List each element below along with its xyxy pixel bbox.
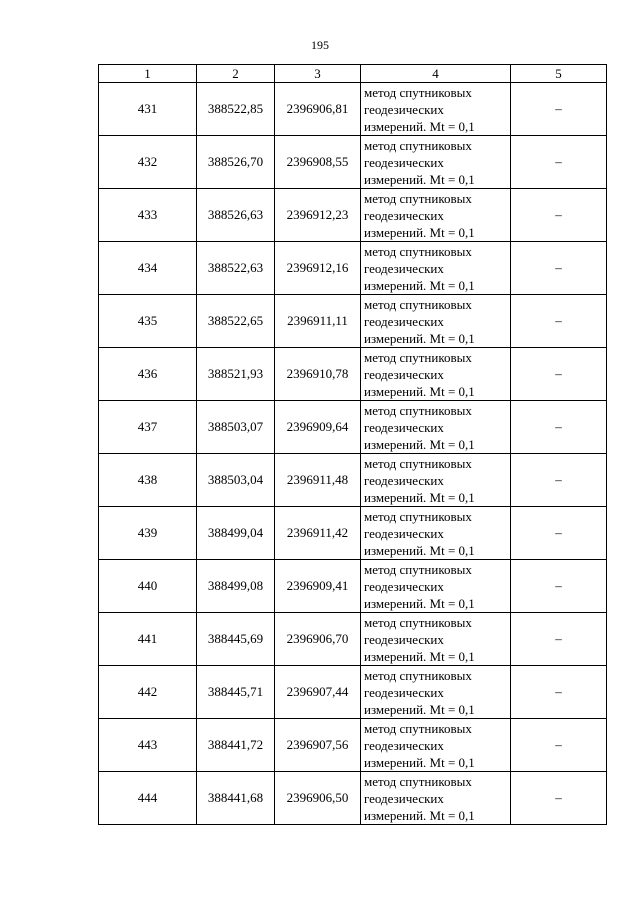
method-line: геодезических: [364, 313, 444, 329]
y-coordinate-cell: 2396910,78: [275, 348, 361, 401]
note-cell: –: [511, 507, 607, 560]
table-row: [99, 613, 607, 666]
method-line: измерений. Mt = 0,1: [364, 701, 475, 717]
y-coordinate-cell: 2396911,48: [275, 454, 361, 507]
note-cell: –: [511, 295, 607, 348]
method-line: измерений. Mt = 0,1: [364, 595, 475, 611]
x-coordinate-cell: 388522,85: [197, 83, 275, 136]
point-number-cell: 440: [99, 560, 197, 613]
method-line: геодезических: [364, 790, 444, 806]
header-row: [99, 65, 607, 83]
y-coordinate-cell: 2396912,16: [275, 242, 361, 295]
table-row: [99, 83, 607, 136]
method-line: геодезических: [364, 101, 444, 117]
method-cell: [361, 136, 511, 189]
y-coordinate-cell: 2396906,50: [275, 772, 361, 825]
column-header-3: 3: [275, 65, 361, 83]
method-cell: [361, 348, 511, 401]
x-coordinate-cell: 388522,63: [197, 242, 275, 295]
note-cell: –: [511, 189, 607, 242]
note-cell: –: [511, 348, 607, 401]
method-cell: [361, 772, 511, 825]
table-row: [99, 348, 607, 401]
method-line: метод спутниковых: [364, 773, 472, 789]
point-number-cell: 444: [99, 772, 197, 825]
note-cell: –: [511, 719, 607, 772]
method-cell: [361, 507, 511, 560]
method-line: метод спутниковых: [364, 296, 472, 312]
table-row: [99, 136, 607, 189]
point-number-cell: 431: [99, 83, 197, 136]
x-coordinate-cell: 388499,08: [197, 560, 275, 613]
method-line: измерений. Mt = 0,1: [364, 171, 475, 187]
table-row: [99, 507, 607, 560]
point-number-cell: 442: [99, 666, 197, 719]
method-line: геодезических: [364, 154, 444, 170]
method-line: метод спутниковых: [364, 243, 472, 259]
method-line: геодезических: [364, 366, 444, 382]
table-row: [99, 242, 607, 295]
note-cell: –: [511, 242, 607, 295]
method-line: метод спутниковых: [364, 402, 472, 418]
method-line: метод спутниковых: [364, 84, 472, 100]
coordinates-table: [98, 64, 607, 825]
x-coordinate-cell: 388441,68: [197, 772, 275, 825]
x-coordinate-cell: 388522,65: [197, 295, 275, 348]
method-cell: [361, 454, 511, 507]
note-cell: –: [511, 666, 607, 719]
table-row: [99, 189, 607, 242]
x-coordinate-cell: 388445,71: [197, 666, 275, 719]
x-coordinate-cell: 388441,72: [197, 719, 275, 772]
point-number-cell: 435: [99, 295, 197, 348]
method-cell: [361, 83, 511, 136]
method-line: геодезических: [364, 631, 444, 647]
method-cell: [361, 295, 511, 348]
method-line: измерений. Mt = 0,1: [364, 542, 475, 558]
y-coordinate-cell: 2396911,11: [275, 295, 361, 348]
point-number-cell: 439: [99, 507, 197, 560]
point-number-cell: 432: [99, 136, 197, 189]
page-number: 195: [311, 38, 329, 52]
method-line: геодезических: [364, 525, 444, 541]
x-coordinate-cell: 388503,04: [197, 454, 275, 507]
point-number-cell: 434: [99, 242, 197, 295]
note-cell: –: [511, 83, 607, 136]
note-cell: –: [511, 401, 607, 454]
method-line: геодезических: [364, 419, 444, 435]
method-cell: [361, 242, 511, 295]
note-cell: –: [511, 613, 607, 666]
table-row: [99, 401, 607, 454]
x-coordinate-cell: 388503,07: [197, 401, 275, 454]
note-cell: –: [511, 772, 607, 825]
method-line: метод спутниковых: [364, 190, 472, 206]
y-coordinate-cell: 2396909,64: [275, 401, 361, 454]
table-row: [99, 666, 607, 719]
point-number-cell: 433: [99, 189, 197, 242]
method-line: измерений. Mt = 0,1: [364, 383, 475, 399]
method-line: метод спутниковых: [364, 667, 472, 683]
y-coordinate-cell: 2396906,70: [275, 613, 361, 666]
method-cell: [361, 401, 511, 454]
point-number-cell: 441: [99, 613, 197, 666]
method-line: метод спутниковых: [364, 614, 472, 630]
y-coordinate-cell: 2396907,44: [275, 666, 361, 719]
table-row: [99, 295, 607, 348]
point-number-cell: 443: [99, 719, 197, 772]
method-line: метод спутниковых: [364, 137, 472, 153]
y-coordinate-cell: 2396907,56: [275, 719, 361, 772]
method-line: измерений. Mt = 0,1: [364, 330, 475, 346]
x-coordinate-cell: 388526,63: [197, 189, 275, 242]
y-coordinate-cell: 2396908,55: [275, 136, 361, 189]
method-line: геодезических: [364, 578, 444, 594]
method-line: метод спутниковых: [364, 455, 472, 471]
method-line: геодезических: [364, 737, 444, 753]
note-cell: –: [511, 136, 607, 189]
column-header-4: 4: [361, 65, 511, 83]
x-coordinate-cell: 388526,70: [197, 136, 275, 189]
note-cell: –: [511, 454, 607, 507]
method-line: измерений. Mt = 0,1: [364, 489, 475, 505]
method-line: метод спутниковых: [364, 720, 472, 736]
method-line: измерений. Mt = 0,1: [364, 807, 475, 823]
method-cell: [361, 666, 511, 719]
y-coordinate-cell: 2396911,42: [275, 507, 361, 560]
table-row: [99, 560, 607, 613]
column-header-2: 2: [197, 65, 275, 83]
method-line: измерений. Mt = 0,1: [364, 224, 475, 240]
table-row: [99, 772, 607, 825]
table-row: [99, 719, 607, 772]
method-line: измерений. Mt = 0,1: [364, 648, 475, 664]
method-line: метод спутниковых: [364, 349, 472, 365]
point-number-cell: 437: [99, 401, 197, 454]
table-row: [99, 454, 607, 507]
point-number-cell: 436: [99, 348, 197, 401]
method-line: геодезических: [364, 472, 444, 488]
y-coordinate-cell: 2396909,41: [275, 560, 361, 613]
method-line: измерений. Mt = 0,1: [364, 754, 475, 770]
x-coordinate-cell: 388445,69: [197, 613, 275, 666]
method-cell: [361, 613, 511, 666]
method-cell: [361, 189, 511, 242]
column-header-5: 5: [511, 65, 607, 83]
method-line: геодезических: [364, 684, 444, 700]
x-coordinate-cell: 388521,93: [197, 348, 275, 401]
x-coordinate-cell: 388499,04: [197, 507, 275, 560]
method-line: измерений. Mt = 0,1: [364, 436, 475, 452]
method-line: геодезических: [364, 260, 444, 276]
y-coordinate-cell: 2396912,23: [275, 189, 361, 242]
column-header-1: 1: [99, 65, 197, 83]
method-line: метод спутниковых: [364, 561, 472, 577]
method-line: измерений. Mt = 0,1: [364, 277, 475, 293]
note-cell: –: [511, 560, 607, 613]
method-line: измерений. Mt = 0,1: [364, 118, 475, 134]
method-cell: [361, 560, 511, 613]
y-coordinate-cell: 2396906,81: [275, 83, 361, 136]
point-number-cell: 438: [99, 454, 197, 507]
method-line: геодезических: [364, 207, 444, 223]
method-line: метод спутниковых: [364, 508, 472, 524]
method-cell: [361, 719, 511, 772]
